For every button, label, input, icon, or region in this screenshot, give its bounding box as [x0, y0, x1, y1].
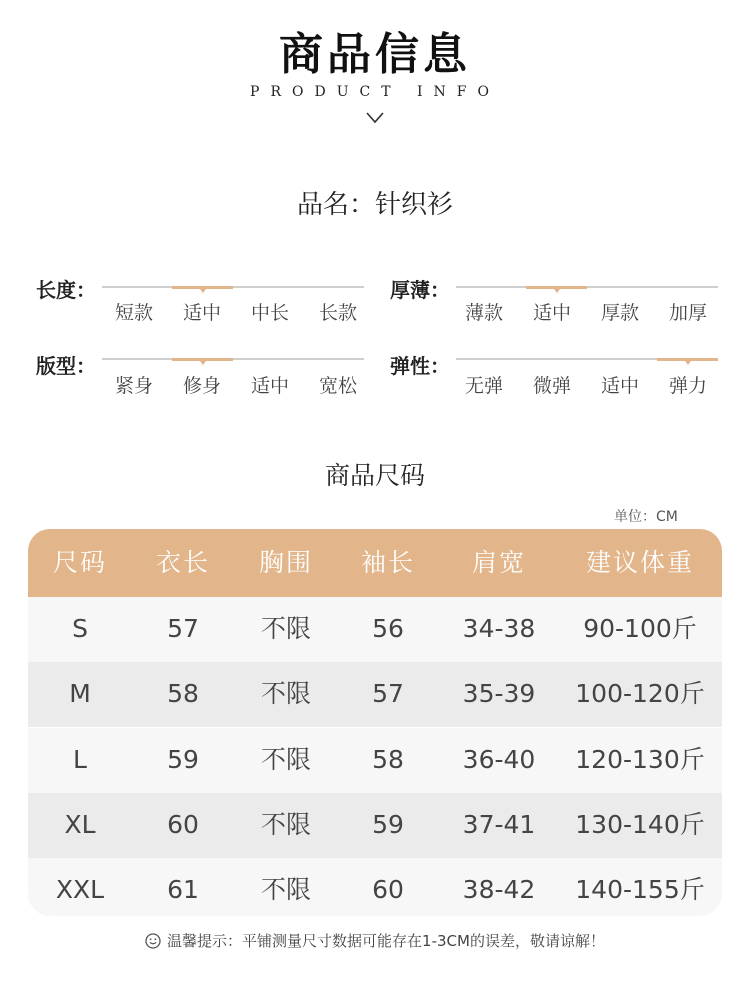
table-cell: 58	[167, 679, 199, 708]
measurement-note	[0, 930, 750, 951]
table-row	[28, 793, 722, 858]
table-cell: 不限	[260, 810, 311, 839]
size-table	[28, 529, 722, 916]
attribute-option: 厚款	[600, 302, 639, 324]
attribute-selected-pointer	[200, 361, 206, 365]
attribute-option: 中长	[250, 302, 289, 324]
size-table-column-header: 建议体重	[585, 548, 694, 577]
attribute-option: 微弹	[532, 375, 571, 397]
table-row	[28, 728, 722, 793]
table-cell: 60	[167, 810, 199, 839]
attribute-option: 适中	[532, 302, 571, 324]
attribute-selected-pointer	[554, 289, 560, 293]
attribute-scale-line	[102, 358, 364, 360]
size-unit: 单位：CM	[614, 509, 678, 525]
table-cell: 59	[167, 745, 199, 774]
attribute-option: 无弹	[464, 375, 503, 397]
table-cell: L	[73, 745, 87, 774]
page-subtitle: PRODUCT INFO	[250, 84, 500, 100]
attribute-option: 加厚	[668, 302, 707, 324]
attribute-selected-pointer	[685, 361, 691, 365]
chevron-down-icon	[366, 112, 384, 124]
attribute-option: 紧身	[114, 375, 153, 397]
table-cell: 不限	[260, 614, 311, 643]
attribute-scale-line	[102, 286, 364, 288]
table-cell: 100-120斤	[575, 679, 705, 708]
table-cell: 不限	[260, 745, 311, 774]
table-cell: 140-155斤	[575, 875, 705, 904]
size-table-column-header: 袖长	[360, 548, 415, 577]
attribute-label: 弹性：	[390, 354, 450, 378]
table-cell: 34-38	[462, 614, 536, 643]
attribute-option: 宽松	[318, 375, 357, 397]
attribute-option: 薄款	[464, 302, 503, 324]
table-cell: 60	[372, 875, 404, 904]
table-cell: 90-100斤	[583, 614, 697, 643]
attribute-label: 厚薄：	[390, 278, 450, 302]
attribute-option: 修身	[182, 375, 221, 397]
table-cell: 36-40	[462, 745, 536, 774]
table-cell: 130-140斤	[575, 810, 705, 839]
table-cell: 不限	[260, 875, 311, 904]
attribute-option: 短款	[114, 302, 153, 324]
table-cell: 120-130斤	[575, 745, 705, 774]
page-title: 商品信息	[279, 29, 471, 80]
table-cell: 37-41	[462, 810, 536, 839]
table-row	[28, 858, 722, 916]
table-row	[28, 597, 722, 662]
smile-icon	[145, 933, 161, 949]
table-cell: 56	[372, 614, 404, 643]
table-cell: 61	[167, 875, 199, 904]
size-table-column-header: 尺码	[52, 548, 107, 577]
attribute-label: 版型：	[36, 354, 96, 378]
table-cell: XXL	[55, 875, 105, 904]
attribute-label: 长度：	[36, 278, 96, 302]
table-cell: S	[72, 614, 88, 643]
attribute-selected-pointer	[200, 289, 206, 293]
table-cell: XL	[64, 810, 96, 839]
attribute-scale-line	[456, 286, 718, 288]
table-cell: 58	[372, 745, 404, 774]
table-cell: 35-39	[462, 679, 536, 708]
table-cell: 59	[372, 810, 404, 839]
table-cell: 38-42	[462, 875, 536, 904]
size-table-column-header: 肩宽	[471, 548, 526, 577]
table-cell: 不限	[260, 679, 311, 708]
attribute-option: 适中	[250, 375, 289, 397]
size-table-header	[28, 529, 722, 597]
product-name: 品名：针织衫	[296, 190, 453, 220]
attribute-option: 长款	[318, 302, 357, 324]
size-table-title: 商品尺码	[324, 461, 425, 490]
attribute-option: 适中	[182, 302, 221, 324]
table-cell: 57	[167, 614, 199, 643]
size-table-column-header: 衣长	[155, 548, 210, 577]
attribute-option: 弹力	[668, 375, 707, 397]
table-row	[28, 662, 722, 727]
measurement-note-text: 温馨提示：平铺测量尺寸数据可能存在1-3CM的误差，敬请谅解！	[167, 932, 605, 950]
table-cell: 57	[372, 679, 404, 708]
size-table-column-header: 胸围	[258, 548, 313, 577]
attribute-option: 适中	[600, 375, 639, 397]
table-cell: M	[69, 679, 91, 708]
